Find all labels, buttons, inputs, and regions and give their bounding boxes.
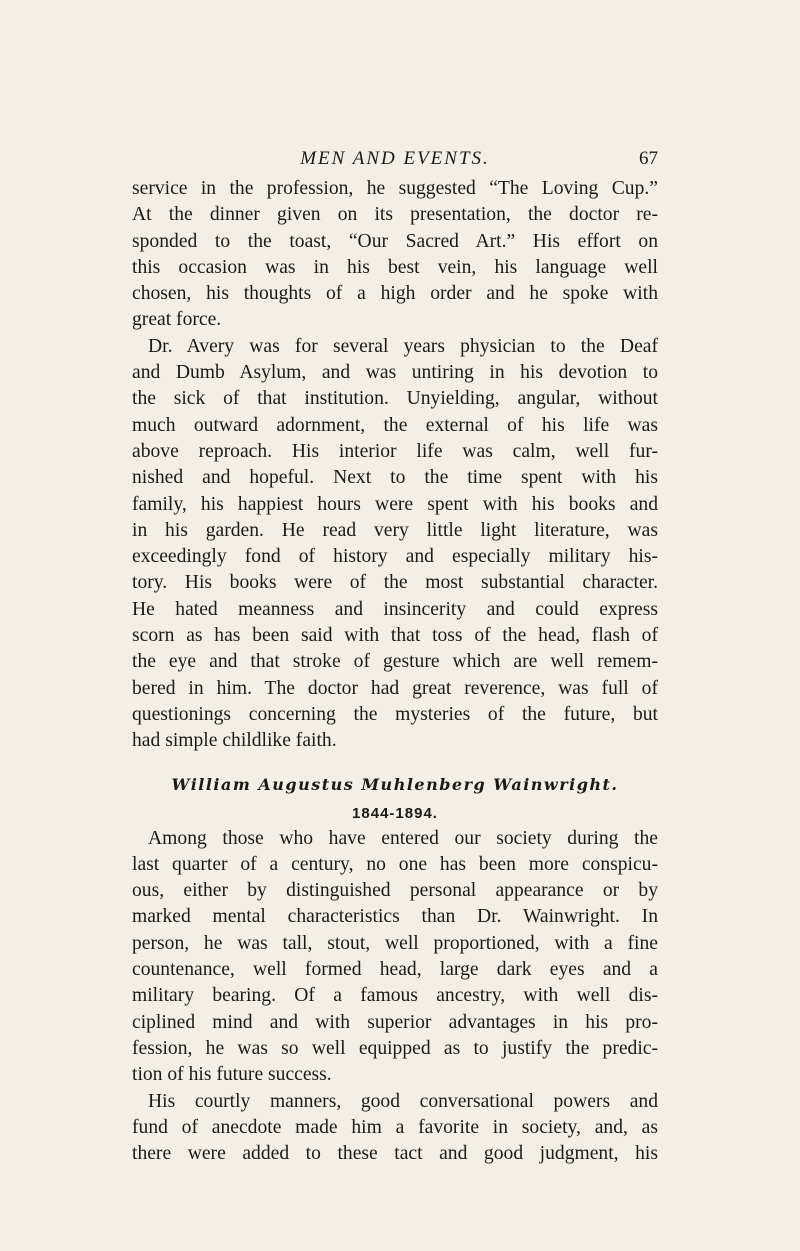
text-line: sponded to the toast, “Our Sacred Art.” His effort on xyxy=(132,230,658,252)
text-line: much outward adornment, the external of his life was xyxy=(132,414,658,436)
text-line: above reproach. His interior life was calm, well fur- xyxy=(132,440,658,462)
paragraph-4 xyxy=(132,1089,658,1168)
text-line: and Dumb Asylum, and was untiring in his devotion to xyxy=(132,362,658,384)
text-line: tion of his future success. xyxy=(132,1064,332,1086)
text-line: fund of anecdote made him a favorite in society, and, as xyxy=(132,1116,658,1138)
section-heading: William Augustus Muhlenberg Wainwright. xyxy=(171,774,619,794)
paragraph-1 xyxy=(132,176,658,334)
text-line: nished and hopeful. Next to the time spent with his xyxy=(132,467,658,489)
text-line: scorn as has been said with that toss of the head, flash of xyxy=(132,625,658,647)
text-line: fession, he was so well equipped as to justify the predic- xyxy=(132,1037,658,1059)
text-line: had simple childlike faith. xyxy=(132,730,337,752)
text-line: ciplined mind and with superior advantages in his pro- xyxy=(132,1011,658,1033)
section-dates: 1844-1894. xyxy=(352,804,438,822)
paragraph-2 xyxy=(132,334,658,755)
text-line: last quarter of a century, no one has been more conspicu- xyxy=(132,853,658,875)
text-line: the eye and that stroke of gesture which are well remem- xyxy=(132,651,658,673)
text-line: the sick of that institution. Unyielding, angular, without xyxy=(132,388,658,410)
text-line: bered in him. The doctor had great reverence, was full of xyxy=(132,677,658,699)
text-line: He hated meanness and insincerity and could express xyxy=(132,598,658,620)
page-number: 67 xyxy=(639,148,658,169)
text-line: exceedingly fond of history and especially military his- xyxy=(132,546,658,568)
text-line: there were added to these tact and good judgment, his xyxy=(132,1143,658,1165)
running-title: MEN AND EVENTS. xyxy=(300,148,490,169)
text-line: tory. His books were of the most substantial character. xyxy=(132,572,658,594)
text-line: ous, either by distinguished personal appearance or by xyxy=(132,880,658,902)
text-line: family, his happiest hours were spent with his books and xyxy=(132,493,658,515)
text-line: At the dinner given on its presentation, the doctor re- xyxy=(132,204,658,226)
paragraph-3 xyxy=(132,826,658,1089)
text-line: Among those who have entered our society during the xyxy=(148,827,658,849)
text-line: great force. xyxy=(132,309,222,331)
text-line: person, he was tall, stout, well proportioned, with a fine xyxy=(132,932,658,954)
text-line: His courtly manners, good conversational powers and xyxy=(148,1090,658,1112)
text-line: this occasion was in his best vein, his language well xyxy=(132,256,658,278)
text-line: chosen, his thoughts of a high order and he spoke with xyxy=(132,283,658,305)
text-line: countenance, well formed head, large dark eyes and a xyxy=(132,959,658,981)
text-line: Dr. Avery was for several years physician to the Deaf xyxy=(148,335,658,357)
running-head xyxy=(132,148,658,178)
text-line: military bearing. Of a famous ancestry, with well dis- xyxy=(132,985,658,1007)
text-line: service in the profession, he suggested “The Loving Cup.” xyxy=(132,178,658,199)
body-text xyxy=(132,176,658,1167)
text-line: marked mental characteristics than Dr. Wainwright. In xyxy=(132,906,658,928)
text-line: in his garden. He read very little light literature, was xyxy=(132,519,658,541)
text-line: questionings concerning the mysteries of the future, but xyxy=(132,703,658,725)
